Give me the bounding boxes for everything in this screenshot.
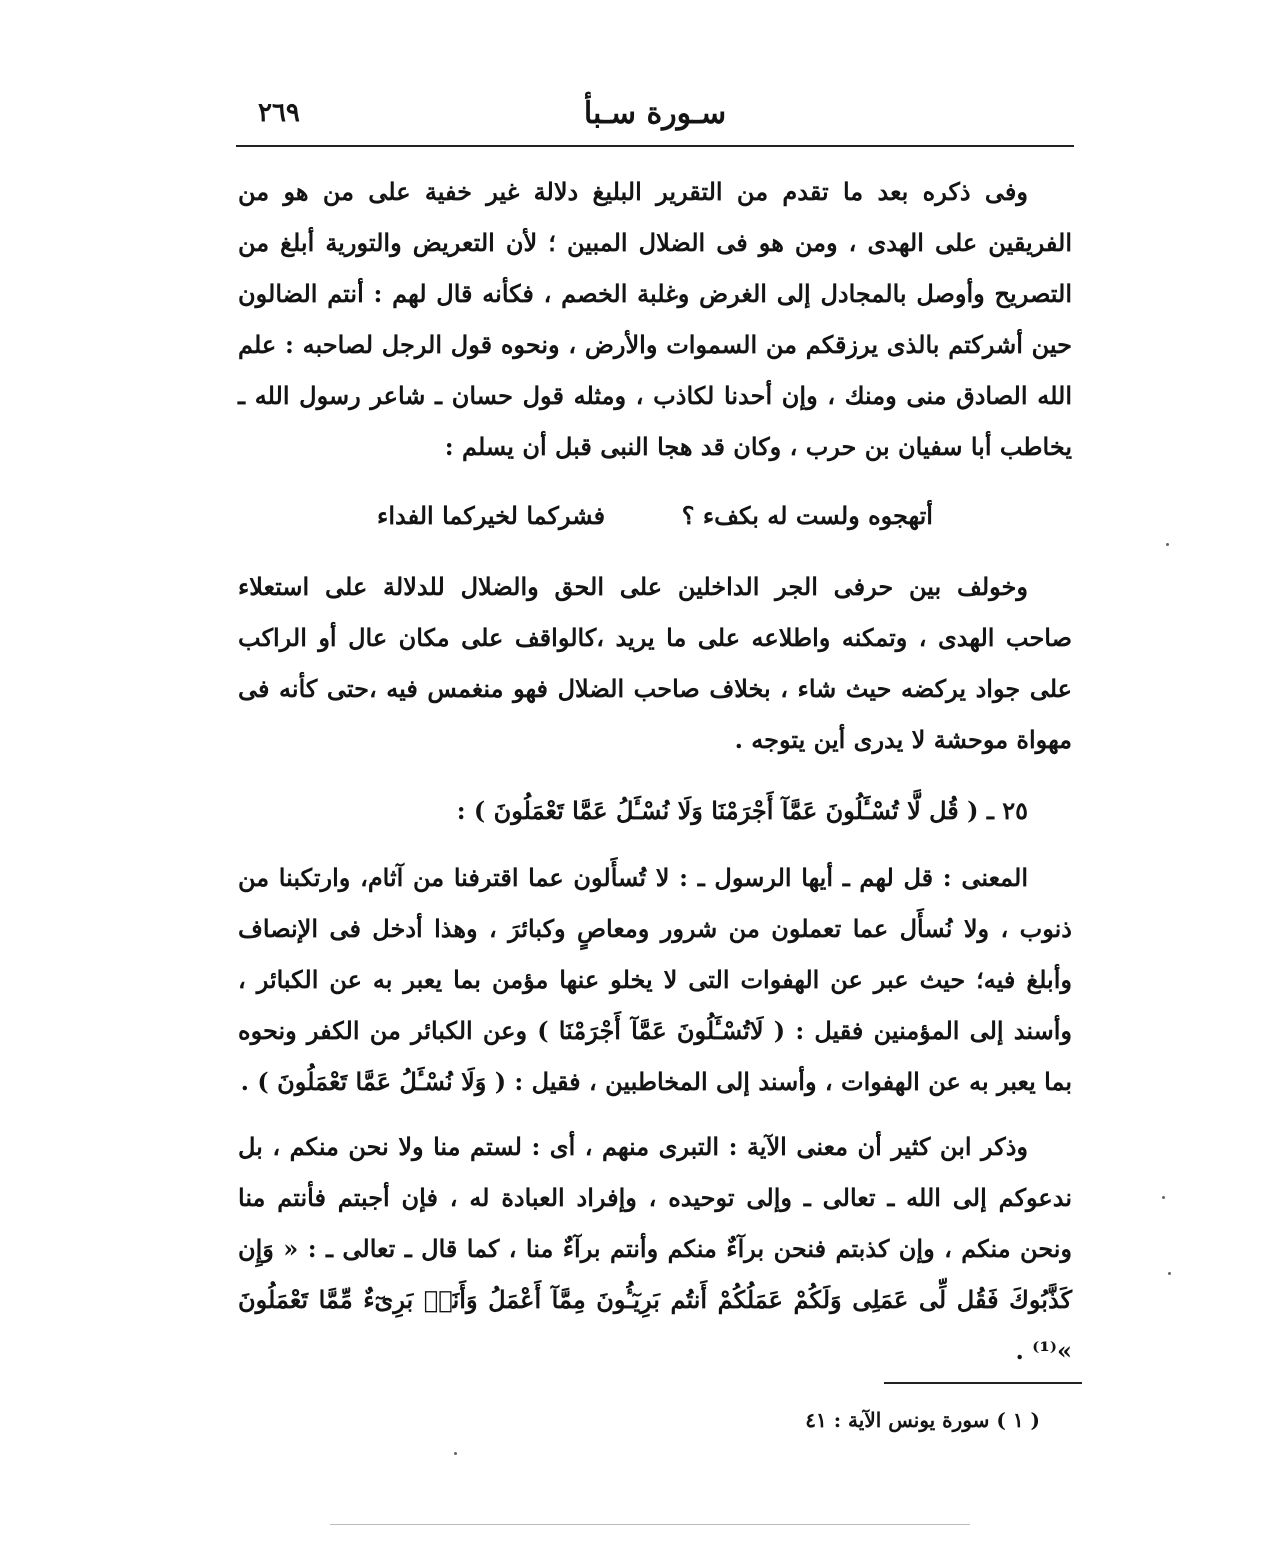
scan-speck — [1166, 543, 1169, 546]
surah-title: سـورة سـبأ — [583, 96, 727, 131]
paragraph-2: وخولف بين حرفى الجر الداخلين على الحق والضلال للدلالة على استعلاء صاحب الهدى ، وتمكنه واطلاعه على ما يريد ،كالواقف على مكان عال أو الراكب على جواد يركضه حيث شاء ، بخلاف صاحب الضلال فهو منغمس فيه ،حتى كأنه فى مهواة موحشة لا يدرى أين يتوجه . — [238, 572, 1072, 754]
main-text — [238, 166, 1072, 1376]
verse-first-hemistich: أتهجوه ولست له بكفء ؟ — [681, 501, 933, 530]
page-header — [236, 96, 1074, 140]
scan-speck — [1168, 1272, 1171, 1275]
paragraph-3: المعنى : قل لهم ـ أيها الرسول ـ : لا تُسأَلون عما اقترفنا من آثام، وارتكبنا من ذنوب ، ولا نُسأَل عما تعملون من شرور ومعاصٍ وكبائرَ ، وهذا أدخل فى الإنصاف وأبلغ فيه؛ حيث عبر عن الهفوات التى لا يخلو عنها مؤمن بما يعبر به عن الكبائر ، وأسند إلى المؤمنين فقيل : ( لَاتُسْـَٔلُونَ عَمَّآ أَجْرَمْنَا ) وعن الكبائر من الكفر ونحوه بما يعبر به عن الهفوات ، وأسند إلى المخاطبين ، فقيل : ( وَلَا نُسْـَٔلُ عَمَّا تَعْمَلُونَ ) . — [238, 863, 1072, 1096]
footnote-divider — [884, 1382, 1082, 1384]
verse-second-hemistich: فشركما لخيركما الفداء — [377, 501, 606, 530]
paragraph-1: وفى ذكره بعد ما تقدم من التقرير البليغ دلالة غير خفية على من هو من الفريقين على الهدى ، ومن هو فى الضلال المبين ؛ لأن التعريض والتورية أبلغ من التصريح وأوصل بالمجادل إلى الغرض وغلبة الخصم ، فكأنه قال لهم : أنتم الضالون حين أشركتم بالذى يرزقكم من السموات والأرض ، ونحوه قول الرجل لصاحبه : علم الله الصادق منى ومنك ، وإن أحدنا لكاذب ، ومثله قول حسان ـ شاعر رسول الله ـ يخاطب أبا سفيان بن حرب ، وكان قد هجا النبى قبل أن يسلم : — [238, 177, 1072, 461]
page-number: ٢٦٩ — [258, 98, 300, 128]
scan-speck — [454, 1452, 457, 1455]
quran-ayah-25: ٢٥ ـ ( قُل لَّا تُسْـَٔلُونَ عَمَّآ أَجْرَمْنَا وَلَا نُسْـَٔلُ عَمَّا تَعْمَلُونَ ) : — [456, 796, 1028, 825]
header-divider — [236, 145, 1074, 147]
footnote: ( ١ ) سورة يونس الآية : ٤١ — [805, 1408, 1040, 1432]
scan-speck — [1162, 1196, 1165, 1199]
scan-edge-line — [330, 1524, 970, 1525]
poetry-verse — [238, 490, 1072, 541]
spacer — [238, 1107, 1072, 1121]
spacer — [238, 765, 1072, 779]
paragraph-4: وذكر ابن كثير أن معنى الآية : التبرى منهم ، أى : لستم منا ولا نحن منكم ، بل ندعوكم إلى الله ـ تعالى ـ وإلى توحيده ، وإفراد العبادة له ، فإن أجبتم فأنتم منا ونحن منكم ، وإن كذبتم فنحن برآءٌ منكم وأنتم برآءٌ منا ، كما قال ـ تعالى ـ : « وَإِن كَذَّبُوكَ فَقُل لِّى عَمَلِى وَلَكُمْ عَمَلُكُمْ أَنتُم بَرِيٓـُٔونَ مِمَّآ أَعْمَلُ وَأَنَا۠ بَرِىٓءٌ مِّمَّا تَعْمَلُونَ »⁽¹⁾ . — [238, 1132, 1072, 1365]
